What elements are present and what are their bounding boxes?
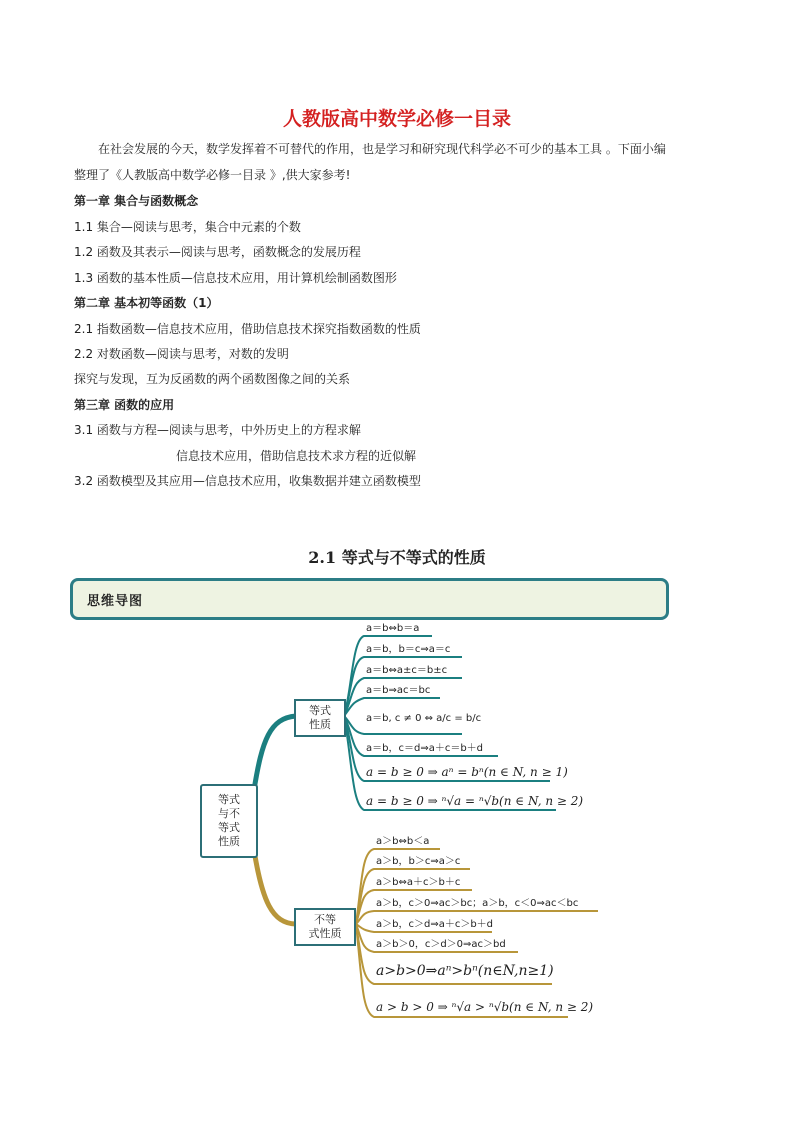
mind-map-header-label: 思维导图 xyxy=(87,594,144,609)
equality-item: a＝b⇔b＝a xyxy=(366,623,420,634)
root-to-inequality-branch xyxy=(254,850,296,924)
intro-line-1: 在社会发展的今天，数学发挥着不可替代的作用，也是学习和研究现代科学必不可少的基本工具 。下面小编 xyxy=(98,142,666,156)
chapter-heading: 第三章 函数的应用 xyxy=(74,398,175,412)
toc-entry: 探究与发现，互为反函数的两个函数图像之间的关系 xyxy=(74,372,351,386)
section-title: 2.1 等式与不等式的性质 xyxy=(308,548,486,567)
inequality-item: a＞b，c＞0⇒ac＞bc；a＞b，c＜0⇒ac＜bc xyxy=(376,898,579,909)
inequality-properties-node xyxy=(294,908,356,946)
equality-item: a＝b, c ≠ 0 ⇔ a/c = b/c xyxy=(366,713,482,724)
toc-entry: 1.3 函数的基本性质—信息技术应用，用计算机绘制函数图形 xyxy=(74,271,397,285)
toc-entry: 3.1 函数与方程—阅读与思考，中外历史上的方程求解 xyxy=(74,423,361,437)
toc-entry: 1.1 集合—阅读与思考，集合中元素的个数 xyxy=(74,220,301,234)
inequality-node-label: 不等 式性质 xyxy=(308,913,342,940)
toc-entry: 1.2 函数及其表示—阅读与思考，函数概念的发展历程 xyxy=(74,245,361,259)
inequality-item: a＞b，b＞c⇒a＞c xyxy=(376,856,461,867)
equality-item: a＝b⇒ac＝bc xyxy=(366,685,431,696)
equality-item: a = b ≥ 0 ⇒ aⁿ = bⁿ(n ∈ N, n ≥ 1) xyxy=(366,765,568,779)
chapter-heading: 第一章 集合与函数概念 xyxy=(74,194,199,208)
equality-item: a＝b，c＝d⇒a＋c＝b＋d xyxy=(366,743,484,754)
inequality-item: a＞b⇔a＋c＞b＋c xyxy=(376,877,461,888)
equality-node-label: 等式 性质 xyxy=(309,704,331,731)
inequality-item: a>b>0⇒aⁿ>bⁿ(n∈N,n≥1) xyxy=(376,963,554,979)
inequality-item: a＞b＞0，c＞d＞0⇒ac＞bd xyxy=(376,939,506,950)
chapter-heading: 第二章 基本初等函数（1） xyxy=(74,296,219,310)
equality-item: a = b ≥ 0 ⇒ ⁿ√a = ⁿ√b(n ∈ N, n ≥ 2) xyxy=(366,794,584,808)
root-to-equality-branch xyxy=(254,716,296,790)
document-title: 人教版高中数学必修一目录 xyxy=(282,108,511,130)
intro-line-2: 整理了《人教版高中数学必修一目录 》,供大家参考! xyxy=(74,168,351,182)
equality-item: a＝b，b＝c⇒a＝c xyxy=(366,644,451,655)
inequality-item: a＞b⇔b＜a xyxy=(376,836,430,847)
toc-entry: 2.1 指数函数—信息技术应用，借助信息技术探究指数函数的性质 xyxy=(74,322,421,336)
inequality-item: a > b > 0 ⇒ ⁿ√a > ⁿ√b(n ∈ N, n ≥ 2) xyxy=(376,1000,594,1014)
mind-map-root-node xyxy=(200,784,258,858)
toc-entry: 3.2 函数模型及其应用—信息技术应用，收集数据并建立函数模型 xyxy=(74,474,421,488)
toc-entry: 信息技术应用，借助信息技术求方程的近似解 xyxy=(176,449,417,463)
equality-item: a＝b⇔a±c＝b±c xyxy=(366,665,448,676)
inequality-fan xyxy=(356,849,598,1017)
inequality-item: a＞b，c＞d⇒a＋c＞b＋d xyxy=(376,919,494,930)
toc-entry: 2.2 对数函数—阅读与思考，对数的发明 xyxy=(74,347,289,361)
equality-properties-node xyxy=(294,699,346,737)
root-node-label: 等式 与不 等式 性质 xyxy=(218,793,240,848)
